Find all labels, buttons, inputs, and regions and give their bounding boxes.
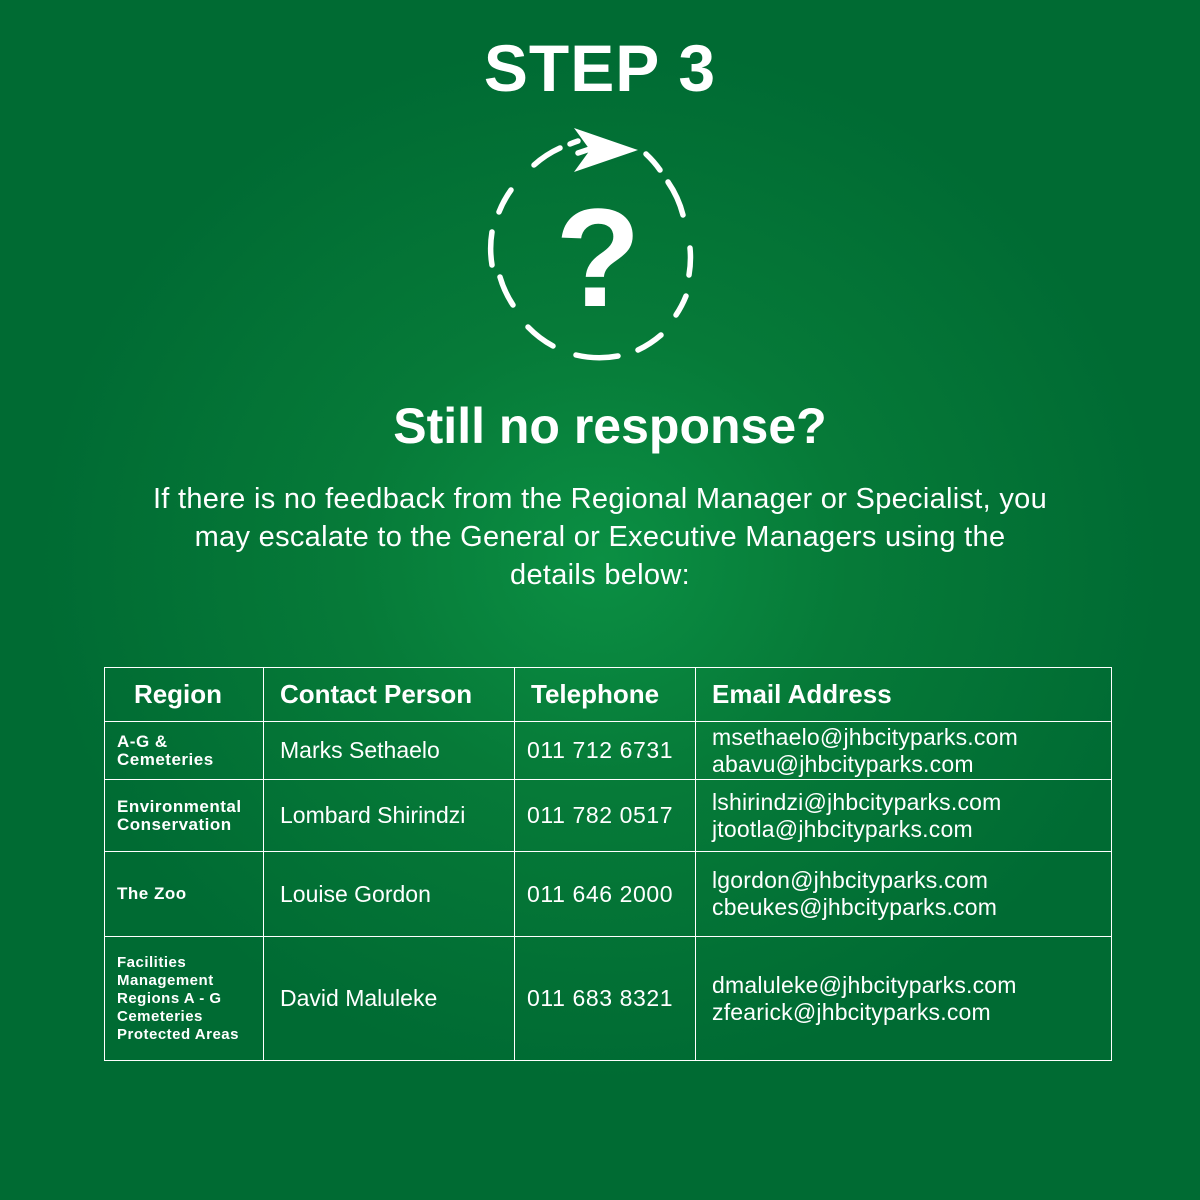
region-line: Environmental xyxy=(117,796,242,816)
region-line: Facilities xyxy=(117,953,187,971)
region-cell xyxy=(105,937,264,1061)
region-line: Management xyxy=(117,971,214,989)
table-row xyxy=(105,722,1112,780)
region-cell xyxy=(105,852,264,937)
question-mark-dashed-circle-arrow-icon xyxy=(478,120,718,370)
contacts-table xyxy=(104,667,1112,1061)
region-line: Regions A - G xyxy=(117,989,222,1007)
headline: Still no response? xyxy=(393,398,827,454)
email-address: dmaluleke@jhbcityparks.com xyxy=(712,971,1017,998)
email-address: cbeukes@jhbcityparks.com xyxy=(712,894,998,920)
region-line: The Zoo xyxy=(117,884,187,903)
header-region: Region xyxy=(105,668,264,722)
telephone-cell: 011 683 8321 xyxy=(515,937,696,1061)
email-address: lshirindzi@jhbcityparks.com xyxy=(712,788,1002,815)
contact-person-cell: Marks Sethaelo xyxy=(264,722,515,780)
table-row xyxy=(105,937,1112,1061)
contact-person-cell: Louise Gordon xyxy=(264,852,515,937)
header-contact-person: Contact Person xyxy=(264,668,515,722)
region-line: Conservation xyxy=(117,814,232,834)
region-line: Cemeteries xyxy=(117,749,214,769)
step-title: STEP 3 xyxy=(483,31,717,105)
email-cell xyxy=(696,852,1112,937)
telephone-cell: 011 646 2000 xyxy=(515,852,696,937)
telephone-cell: 011 712 6731 xyxy=(515,722,696,780)
email-address: jtootla@jhbcityparks.com xyxy=(712,815,973,842)
email-cell xyxy=(696,780,1112,852)
region-line: Protected Areas xyxy=(117,1025,239,1043)
region-line: Cemeteries xyxy=(117,1007,203,1025)
email-address: zfearick@jhbcityparks.com xyxy=(712,998,991,1025)
email-address: lgordon@jhbcityparks.com xyxy=(712,867,989,893)
header-telephone: Telephone xyxy=(515,668,696,722)
contact-person-cell: Lombard Shirindzi xyxy=(264,780,515,852)
email-cell xyxy=(696,722,1112,780)
table-row xyxy=(105,780,1112,852)
region-cell xyxy=(105,722,264,780)
email-address: abavu@jhbcityparks.com xyxy=(712,750,974,777)
region-line: A-G & xyxy=(117,731,168,751)
svg-text:?: ? xyxy=(555,179,641,336)
table-row xyxy=(105,852,1112,937)
email-cell xyxy=(696,937,1112,1061)
header-email-address: Email Address xyxy=(696,668,1112,722)
region-cell xyxy=(105,780,264,852)
telephone-cell: 011 782 0517 xyxy=(515,780,696,852)
email-address: msethaelo@jhbcityparks.com xyxy=(712,723,1018,750)
table-header-row xyxy=(105,668,1112,722)
contact-person-cell: David Maluleke xyxy=(264,937,515,1061)
escalation-description: If there is no feedback from the Regional Manager or Specialist, you may escalate to the General or Executive Managers using the details below: xyxy=(152,483,1048,591)
